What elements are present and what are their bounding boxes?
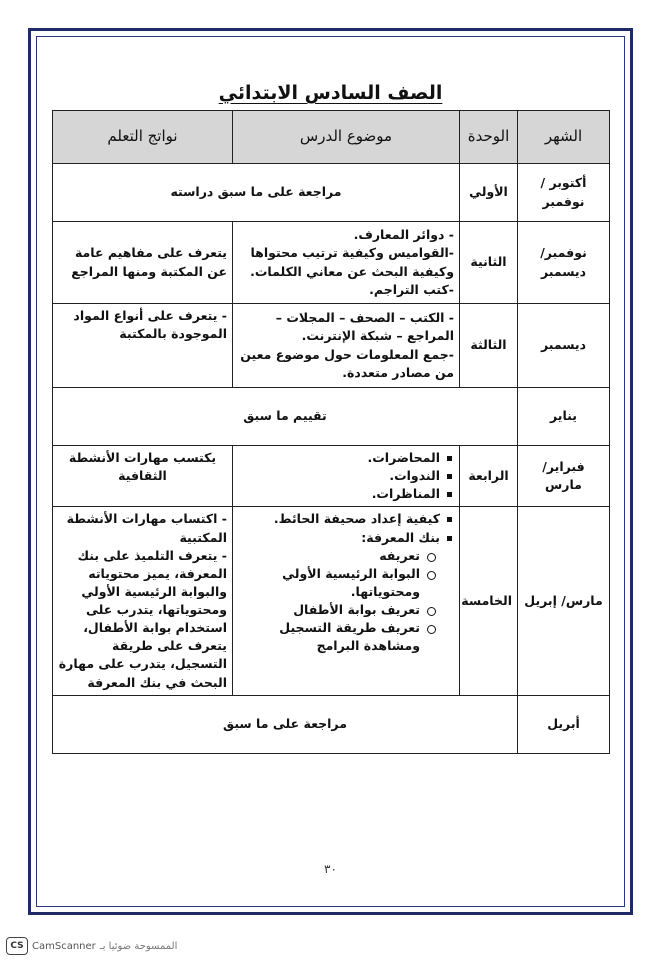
topic-item: - الكتب – الصحف – المجلات – المراجع – شبكة الإنترنت. <box>275 310 454 344</box>
curriculum-table <box>52 110 610 754</box>
table-row <box>53 164 610 222</box>
topic-item: -القواميس وكيفية ترتيب محتواها وكيفية البحث عن معاني الكلمات. <box>250 245 454 279</box>
month-cell: فبراير/ مارس <box>518 446 610 507</box>
footer-app-name: CamScanner <box>32 940 96 952</box>
table-header-row <box>53 111 610 164</box>
table-row <box>53 507 610 695</box>
page-number: ٣٠ <box>324 862 337 876</box>
scanner-footer <box>6 937 177 955</box>
unit-cell: الأولي <box>460 164 518 222</box>
subtopic-item: تعريف طريقة التسجيل ومشاهدة البرامج <box>238 619 436 655</box>
footer-scanned-with: الممسوحة ضوئيا بـ <box>99 940 178 952</box>
topic-cell <box>233 222 460 304</box>
month-cell: يناير <box>518 388 610 446</box>
subtopic-item: تعريف بوابة الأطفال <box>238 601 436 619</box>
topic-item: -كتب التراجم. <box>369 281 454 297</box>
topic-item: -جمع المعلومات حول موضوع معين من مصادر متعددة. <box>240 346 454 380</box>
outcomes-cell <box>53 507 233 695</box>
table-row <box>53 446 610 507</box>
month-cell: مارس/ إبريل <box>518 507 610 695</box>
unit-cell: الثانية <box>460 222 518 304</box>
month-cell: أكتوبر / نوفمبر <box>518 164 610 222</box>
table-row <box>53 388 610 446</box>
unit-cell: الخامسة <box>460 507 518 695</box>
header-outcomes: نواتج التعلم <box>53 111 233 164</box>
topic-item: كيفية إعداد صحيفة الحائط. <box>238 510 454 528</box>
topic-item: بنك المعرفة: <box>238 529 454 547</box>
header-topic: موضوع الدرس <box>233 111 460 164</box>
topic-cell <box>233 304 460 388</box>
subtopic-list <box>238 547 454 656</box>
month-cell: ديسمبر <box>518 304 610 388</box>
merged-cell: مراجعة على ما سبق دراسته <box>53 164 460 222</box>
table-row <box>53 222 610 304</box>
topic-item: الندوات. <box>238 467 454 485</box>
camscanner-logo-icon: CS <box>6 937 28 955</box>
page-title: الصف السادس الابتدائي <box>218 82 443 104</box>
outcome-item: - يتعرف التلميذ على بنك المعرفة، يميز محتوياته والبوابة الرئيسية الأولي ومحتوياتها، يتدرب على استخدام بوابة الأطفال، يتعرف على طريقة التسجيل، يتدرب على مهارة البحث في بنك المعرفة <box>58 547 227 690</box>
topic-cell <box>233 446 460 507</box>
merged-cell: تقييم ما سبق <box>53 388 518 446</box>
topic-item: المناظرات. <box>238 485 454 503</box>
merged-cell: مراجعة على ما سبق <box>53 695 518 753</box>
outcomes-cell: - يتعرف على أنواع المواد الموجودة بالمكتبة <box>53 304 233 388</box>
month-cell: نوفمبر/ ديسمبر <box>518 222 610 304</box>
unit-cell: الثالثة <box>460 304 518 388</box>
outcomes-cell: يكتسب مهارات الأنشطة الثقافية <box>53 446 233 507</box>
outcome-item: - اكتساب مهارات الأنشطة المكتبية <box>66 511 227 545</box>
table-row <box>53 304 610 388</box>
topic-item: - دوائر المعارف. <box>353 227 454 243</box>
month-cell: أبريل <box>518 695 610 753</box>
subtopic-item: تعريفه <box>238 547 436 565</box>
subtopic-item: البوابة الرئيسية الأولي ومحتوياتها. <box>238 565 436 601</box>
outcomes-cell: يتعرف على مفاهيم عامة عن المكتبة ومنها المراجع <box>53 222 233 304</box>
table-row <box>53 695 610 753</box>
unit-cell: الرابعة <box>460 446 518 507</box>
header-month: الشهر <box>518 111 610 164</box>
topic-cell <box>233 507 460 695</box>
topic-item: المحاضرات. <box>238 449 454 467</box>
header-unit: الوحدة <box>460 111 518 164</box>
